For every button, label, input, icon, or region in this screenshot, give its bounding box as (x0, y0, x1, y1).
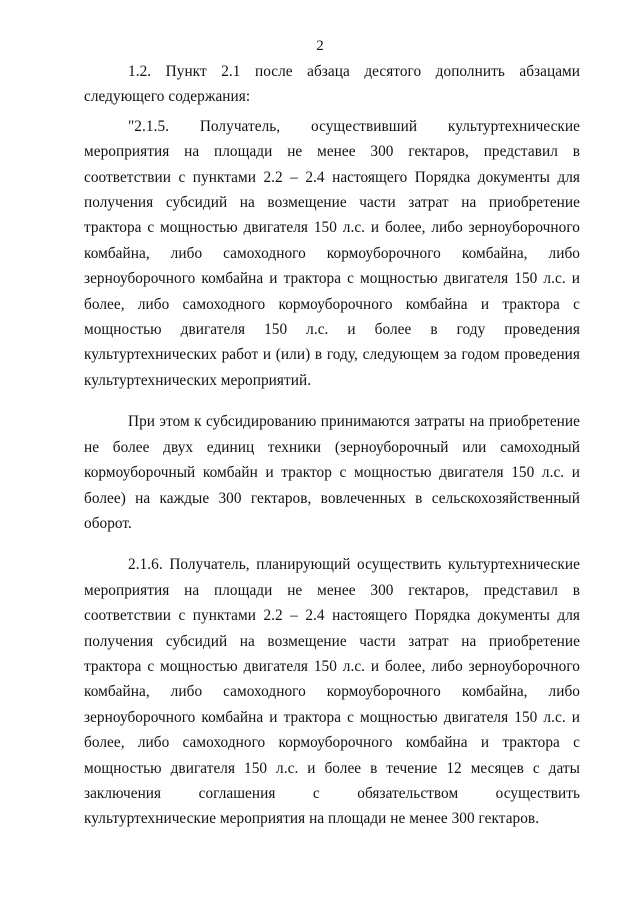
paragraph-clause-2-1-5: "2.1.5. Получатель, осуществивший культуртехнические мероприятия на площади не менее 300 гектаров, представил в соответствии с пунктами 2.2 – 2.4 настоящего Порядка документы для получения субсидий на возмещение части затрат на приобретение трактора с мощностью двигателя 150 л.с. и более, либо зерноуборочного комбайна, либо самоходного кормоуборочного комбайна, либо зерноуборочного комбайна и трактора с мощностью двигателя 150 л.с. и более, либо самоходного кормоуборочного комбайна и трактора с мощностью двигателя 150 л.с. и более в году проведения культуртехнических работ и (или) в году, следующем за годом проведения культуртехнических мероприятий. (84, 117, 580, 389)
paragraph-amendment-intro: 1.2. Пункт 2.1 после абзаца десятого дополнить абзацами следующего содержания: (84, 63, 580, 106)
page-number: 2 (316, 38, 324, 54)
document-body (84, 59, 580, 848)
paragraph-clause-2-1-6: 2.1.6. Получатель, планирующий осуществить культуртехнические мероприятия на площади не менее 300 гектаров, представил в соответствии с пунктами 2.2 – 2.4 настоящего Порядка документы для получения субсидий на возмещение части затрат на приобретение трактора с мощностью двигателя 150 л.с. и более, либо зерноуборочного комбайна, либо самоходного кормоуборочного комбайна, либо зерноуборочного комбайна и трактора с мощностью двигателя 150 л.с. и более, либо самоходного кормоуборочного комбайна и трактора с мощностью двигателя 150 л.с. и более в течение 12 месяцев с даты заключения соглашения с обязательством осуществить культуртехнические мероприятия на площади не менее 300 гектаров. (84, 556, 580, 828)
paragraph-clause-2-1-5-note: При этом к субсидированию принимаются затраты на приобретение не более двух единиц техники (зерноуборочный или самоходный кормоуборочный комбайн и трактор с мощностью двигателя 150 л.с. и более) на каждые 300 гектаров, вовлеченных в сельскохозяйственный оборот. (84, 413, 580, 532)
